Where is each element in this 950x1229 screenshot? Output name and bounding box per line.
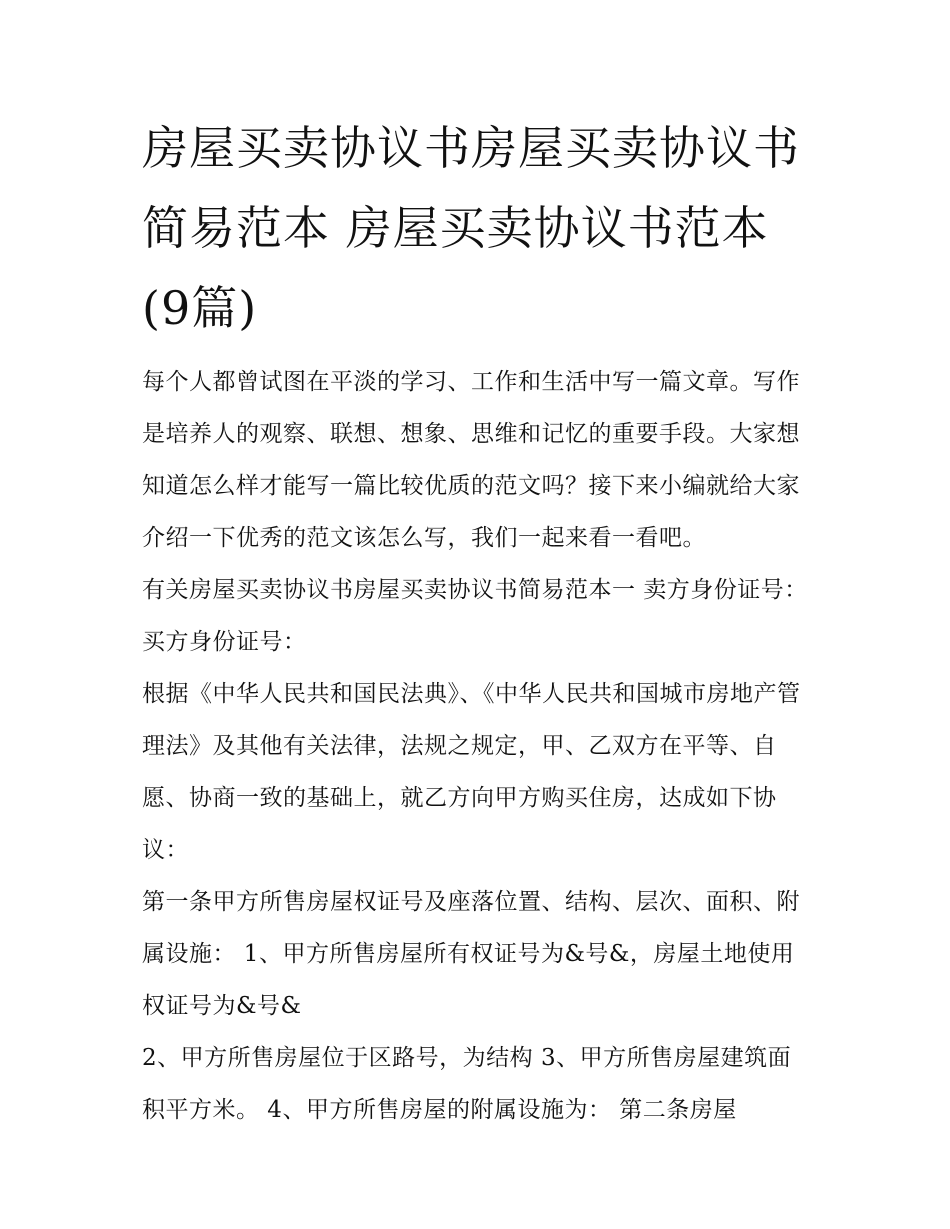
article-one-paragraph: 第一条甲方所售房屋权证号及座落位置、结构、层次、面积、附属设施： 1、甲方所售房屋所有权证号为&号&，房屋土地使用权证号为&号&: [142, 889, 800, 1019]
agreement-header-paragraph: 有关房屋买卖协议书房屋买卖协议书简易范本一 卖方身份证号： 买方身份证号：: [142, 577, 808, 655]
intro-paragraph: 每个人都曾试图在平淡的学习、工作和生活中写一篇文章。写作是培养人的观察、联想、想象、思维和记忆的重要手段。大家想知道怎么样才能写一篇比较优质的范文吗？接下来小编就给大家介绍一下优秀的范文该怎么写，我们一起来看一看吧。: [142, 369, 800, 551]
property-details-paragraph: 2、甲方所售房屋位于区路号，为结构 3、甲方所售房屋建筑面积平方米。 4、甲方所售房屋的附属设施为： 第二条房屋: [142, 1045, 792, 1123]
document-page: [142, 108, 814, 1136]
legal-basis-paragraph: 根据《中华人民共和国民法典》、《中华人民共和国城市房地产管理法》及其他有关法律，法规之规定，甲、乙双方在平等、自愿、协商一致的基础上，就乙方向甲方购买住房，达成如下协议：: [142, 681, 801, 863]
document-title: 房屋买卖协议书房屋买卖协议书简易范本 房屋买卖协议书范本(9篇): [142, 121, 800, 335]
